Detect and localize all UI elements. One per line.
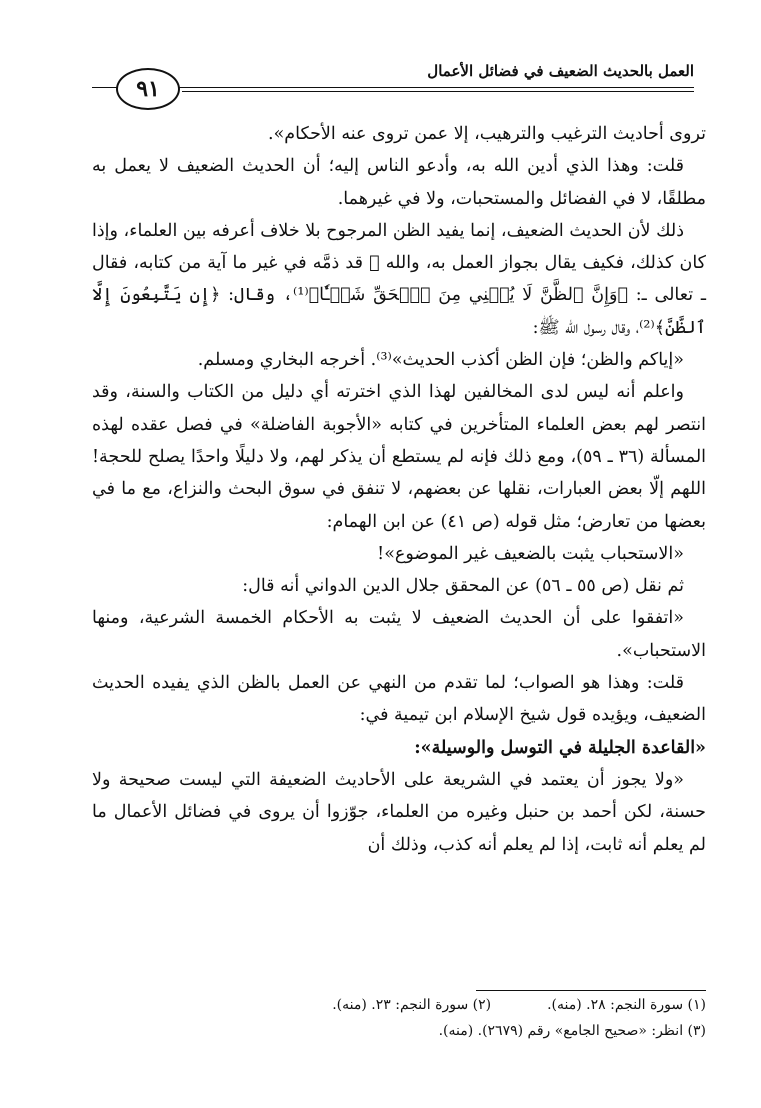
book-title-citation: «القاعدة الجليلة في التوسل والوسيلة»: (414, 737, 706, 758)
paragraph: قلت: وهذا الذي أدين الله به، وأدعو الناس إليه؛ أن الحديث الضعيف لا يعمل به مطلقًا، لا في الفضائل والمستحبات، ولا في غيرهما. (92, 156, 706, 209)
footnote-separator (476, 990, 706, 991)
footnote-1: (١) سورة النجم: ٢٨. (منه). (547, 997, 706, 1013)
paragraph: تروى أحاديث الترغيب والترهيب، إلا عمن تروى عنه الأحكام». (268, 124, 706, 144)
header-rule-thin (182, 91, 694, 92)
paragraph: ثم نقل (ص ٥٥ ـ ٥٦) عن المحقق جلال الدين الدواني أنه قال: (242, 576, 684, 597)
hadith-quote: «إياكم والظن؛ فإن الظن أكذب الحديث»⁽³⁾. أخرجه البخاري ومسلم. (197, 350, 684, 371)
page-number-badge (116, 68, 180, 110)
header-rule (92, 87, 694, 88)
paragraph: ذلك لأن الحديث الضعيف، إنما يفيد الظن المرجوح بلا خلاف أعرفه بين العلماء، وإذا كان كذلك، فكيف يقال بجواز العمل به، والله ﷻ قد ذمَّه في غير ما آية من كتابه، فقال ـ تعالى ـ: ﴿وَإِنَّ ٱلظَّنَّ لَا يُغۡنِي مِنَ ٱلۡحَقِّ شَيۡـٔٗا﴾⁽¹⁾، وقال: ﴿إِن يَتَّبِعُونَ إِلَّا ٱلظَّنَّ﴾⁽²⁾، وقال رسول الله ﷺ: (92, 220, 706, 338)
footnote-2: (٢) سورة النجم: ٢٣. (منه). (332, 997, 492, 1013)
quote: «اتفقوا على أن الحديث الضعيف لا يثبت به الأحكام الخمسة الشرعية، ومنها الاستحباب». (92, 608, 706, 661)
footnotes (92, 992, 706, 1044)
running-header (92, 58, 694, 102)
quote: «الاستحباب يثبت بالضعيف غير الموضوع»! (377, 543, 684, 564)
footnote-row (92, 992, 706, 1018)
paragraph: واعلم أنه ليس لدى المخالفين لهذا الذي اخترته أي دليل من الكتاب والسنة، وقد انتصر لهم بعض العلماء المتأخرين في كتابه «الأجوبة الفاضلة» في فصل عقده لهذه المسألة (٣٦ ـ ٥٩)، ومع ذلك فإنه لم يستطع أن يذكر لهم، ولا دليلًا واحدًا يصلح للحجة! اللهم إلّا بعض العبارات، نقلها عن بعضهم، لا تنفق في سوق البحث والنزاع، مع ما في بعضها من تعارض؛ مثل قوله (ص ٤١) عن ابن الهمام: (92, 382, 707, 532)
running-title: العمل بالحديث الضعيف في فضائل الأعمال (427, 62, 694, 80)
footnote-3: (٣) انظر: «صحيح الجامع» رقم (٢٦٧٩). (منه). (438, 1023, 706, 1039)
main-text (92, 118, 706, 861)
page-number: ٩١ (136, 76, 160, 102)
paragraph: قلت: وهذا هو الصواب؛ لما تقدم من النهي عن العمل بالظن الذي يفيده الحديث الضعيف، ويؤيده قول شيخ الإسلام ابن تيمية في: (92, 673, 706, 726)
quote: «ولا يجوز أن يعتمد في الشريعة على الأحاديث الضعيفة التي ليست صحيحة ولا حسنة، لكن أحمد بن حنبل وغيره من العلماء، جوّزوا أن يروى في فضائل الأعمال ما لم يعلم أنه ثابت، إذا لم يعلم أنه كذب، وذلك أن (92, 769, 706, 855)
